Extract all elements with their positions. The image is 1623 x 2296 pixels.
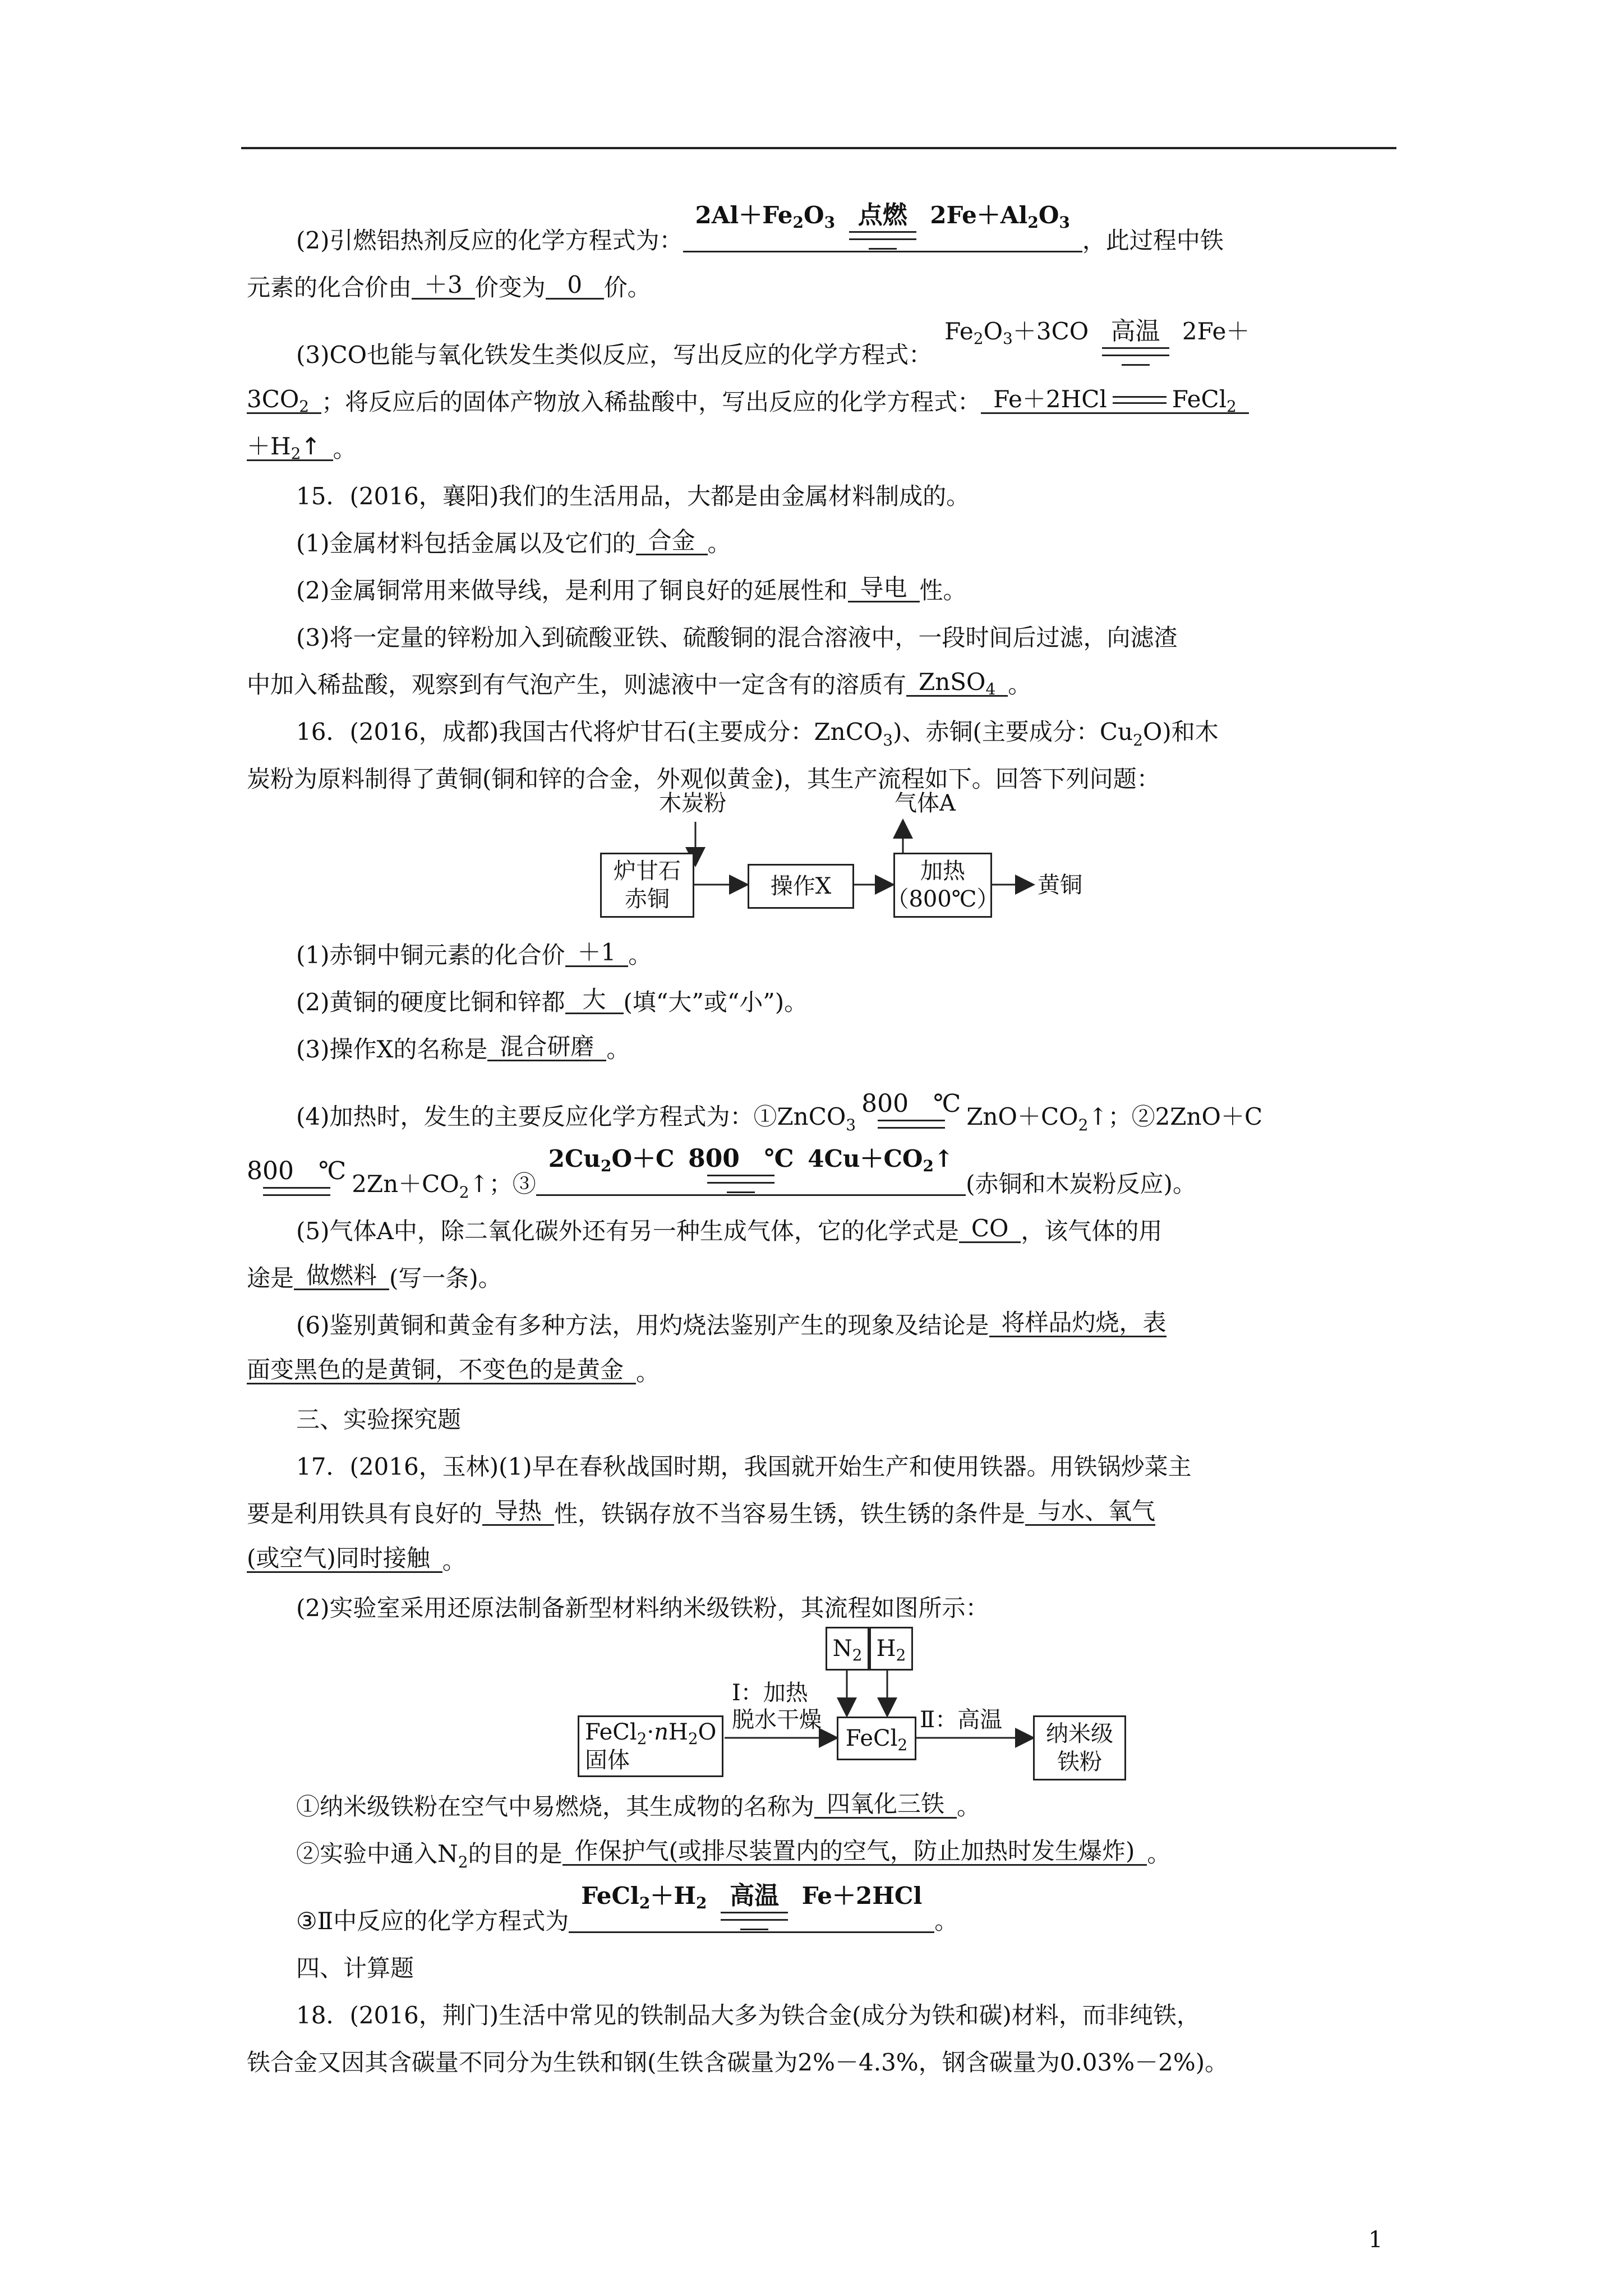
hydrogen-gas-box: $H_2$: [869, 1627, 913, 1671]
flow-box-hydrated-ferrous-chloride: $FeCl_2\cdot nH_2O$ 固体: [578, 1715, 723, 1777]
answer-blank: ＋3: [412, 273, 475, 300]
reaction-condition: 高温: [721, 1884, 788, 1930]
q14-part3-line2: 3CO2 ；将反应后的固体产物放入稀盐酸中，写出反应的化学方程式： Fe＋2HCl FeCl2: [247, 367, 1391, 414]
section-heading-calculation: 四、计算题: [296, 1954, 414, 1982]
answer-blank: 大: [565, 988, 624, 1014]
q15-part1: (1)金属材料包括金属以及它们的 合金 。: [296, 527, 731, 557]
answer-blank: 0: [546, 273, 604, 300]
q16-part2: (2)黄铜的硬度比铜和锌都 大 (填“大”或“小”)。: [296, 986, 808, 1016]
nitrogen-gas-box: $N_2$: [826, 1627, 869, 1671]
answer-blank: FeCl2＋H2 高温 Fe＋2HCl: [569, 1884, 934, 1933]
reaction-condition: 点燃: [849, 203, 916, 250]
q16-part5-line1: (5)气体A中，除二氧化碳外还有另一种生成气体，它的化学式是 CO ，该气体的用: [296, 1214, 1163, 1245]
answer-blank: ZnSO4: [906, 670, 1008, 697]
q16-part6-line1: (6)鉴别黄铜和黄金有多种方法，用灼烧法鉴别产生的现象及结论是 将样品灼烧，表: [296, 1309, 1166, 1339]
answer-blank: 将样品灼烧，表: [989, 1311, 1166, 1337]
flow-box-nano-iron: 纳米级 铁粉: [1033, 1715, 1126, 1780]
answer-blank: 导电: [848, 576, 920, 602]
flow-box-operation-x: 操作X: [748, 864, 854, 909]
brass-flow-diagram: [247, 791, 1391, 920]
answer-blank: (或空气)同时接触: [247, 1547, 442, 1573]
document-body: [247, 185, 1391, 2074]
flow-box-ferrous-chloride: FeCl$_2$: [837, 1717, 916, 1760]
q17-title-line1: 17．(2016，玉林)(1)早在春秋战国时期，我国就开始生产和使用铁器。用铁锅炒菜主: [296, 1453, 1192, 1480]
page-number: 1: [1368, 2227, 1383, 2253]
q17-title-line2: 要是利用铁具有良好的 导热 性，铁锅存放不当容易生锈，铁生锈的条件是 与水、氧气: [247, 1497, 1156, 1527]
nano-iron-flow-diagram: [247, 1620, 1391, 1775]
reaction-condition: 800 ℃: [861, 1092, 961, 1129]
flow-box-heating: 加热 （800℃）: [893, 853, 992, 918]
answer-blank: 2Al＋Fe2O3 点燃 2Fe＋Al2O3: [683, 203, 1082, 252]
answer-blank: Fe＋2HCl FeCl2: [981, 388, 1249, 414]
q15-part2: (2)金属铜常用来做导线，是利用了铜良好的延展性和 导电 性。: [296, 574, 967, 604]
q16-part6-line2: 面变黑色的是黄铜，不变色的是黄金 。: [247, 1356, 660, 1386]
answer-blank: 导热: [482, 1499, 554, 1526]
q17-part2: (2)实验室采用还原法制备新型材料纳米级铁粉，其流程如图所示：: [296, 1594, 989, 1622]
q17-sub2: ②实验中通入N 2 的目的是 作保护气(或排尽装置内的空气，防止加热时发生爆炸) 。: [296, 1837, 1171, 1871]
section-heading-experiment: 三、实验探究题: [296, 1406, 462, 1433]
flow-box-raw-materials: 炉甘石 赤铜: [600, 853, 694, 918]
answer-blank: 合金: [636, 529, 708, 555]
answer-blank: 四氧化三铁: [814, 1792, 957, 1819]
q16-title-line2: 炭粉为原料制得了黄铜(铜和锌的合金，外观似黄金)，其生产流程如下。回答下列问题：: [247, 765, 1160, 793]
gas-a-label: 气体A: [895, 790, 956, 816]
q16-part1: (1)赤铜中铜元素的化合价 ＋1 。: [296, 938, 652, 969]
q14-part2-line2: 元素的化合价由 ＋3 价变为 0 价。: [247, 271, 651, 301]
answer-blank: 混合研磨: [487, 1035, 606, 1061]
q16-title-line1: 16．(2016，成都)我国古代将炉甘石(主要成分：ZnCO 3 )、赤铜(主要成分：Cu 2 O)和木: [296, 718, 1219, 749]
q15-part3-line2: 中加入稀盐酸，观察到有气泡产生，则滤液中一定含有的溶质有 ZnSO4 。: [247, 668, 1032, 698]
answer-blank: 与水、氧气: [1025, 1499, 1155, 1526]
q14-part3-line3: ＋H2↑ 。: [247, 432, 357, 463]
step1-label-line2: 脱水干燥: [732, 1707, 822, 1733]
q15-part3-line1: (3)将一定量的锌粉加入到硫酸亚铁、硫酸铜的混合溶液中，一段时间后过滤，向滤渣: [296, 624, 1178, 651]
step1-label-line1: Ⅰ：加热: [732, 1680, 808, 1706]
q18-line1: 18．(2016，荆门)生活中常见的铁制品大多为铁合金(成分为铁和碳)材料，而非纯铁，: [296, 2001, 1200, 2029]
q14-part2-line1: (2)引燃铝热剂反应的化学方程式为： 2Al＋Fe2O3 点燃 2Fe＋Al2O3 ，此过程中铁: [296, 201, 1224, 254]
q16-part4-line1: (4)加热时，发生的主要反应化学方程式为：①ZnCO 3 800 ℃ ZnO＋CO 2 ↑；②2ZnO＋C: [296, 1089, 1263, 1134]
reaction-condition: 800 ℃: [247, 1159, 346, 1196]
q16-part3: (3)操作X的名称是 混合研磨 。: [296, 1033, 630, 1063]
step2-label: Ⅱ：高温: [920, 1707, 1003, 1733]
q17-sub1: ①纳米级铁粉在空气中易燃烧，其生成物的名称为 四氧化三铁 。: [296, 1790, 981, 1820]
reaction-condition: 800 ℃: [688, 1147, 794, 1193]
answer-blank: 2Cu2O＋C 800 ℃ 4Cu＋CO2↑: [536, 1147, 966, 1196]
answer-blank: ＋H2↑: [247, 435, 333, 461]
answer-blank: Fe2O3＋3CO 高温 2Fe＋: [932, 319, 1249, 367]
q16-part4-line2: 800 ℃ 2Zn＋CO 2 ↑；③ 2Cu2O＋C 800 ℃ 4Cu＋CO2↑ (赤铜和木炭粉反应)。: [247, 1144, 1196, 1202]
output-brass-label: 黄铜: [1038, 872, 1082, 898]
flow-arrows: [247, 1620, 1391, 1772]
answer-blank: 作保护气(或排尽装置内的空气，防止加热时发生爆炸): [562, 1839, 1147, 1866]
reaction-condition: 高温: [1102, 319, 1169, 366]
q14-part3-line1: (3)CO也能与氧化铁发生类似反应，写出反应的化学方程式： Fe2O3＋3CO 高温 2Fe＋: [296, 317, 1250, 369]
q15-title: 15．(2016，襄阳)我们的生活用品，大都是由金属材料制成的。: [296, 482, 970, 510]
q18-line2: 铁合金又因其含碳量不同分为生铁和钢(生铁含碳量为2%－4.3%，钢含碳量为0.03%－2%)。: [247, 2049, 1229, 2076]
header-rule: [241, 147, 1396, 149]
answer-blank: CO: [959, 1217, 1021, 1243]
answer-blank: 3CO2: [247, 388, 321, 414]
answer-blank: 面变黑色的是黄铜，不变色的是黄金: [247, 1358, 636, 1384]
q17-title-line3: (或空气)同时接触 。: [247, 1544, 466, 1575]
answer-blank: ＋1: [565, 941, 629, 967]
q16-part5-line2: 途是 做燃料 (写一条)。: [247, 1262, 502, 1292]
q17-sub3: ③Ⅱ中反应的化学方程式为 FeCl2＋H2 高温 Fe＋2HCl 。: [296, 1881, 958, 1935]
input-charcoal-label: 木炭粉: [659, 790, 726, 816]
answer-blank: 做燃料: [294, 1264, 389, 1290]
